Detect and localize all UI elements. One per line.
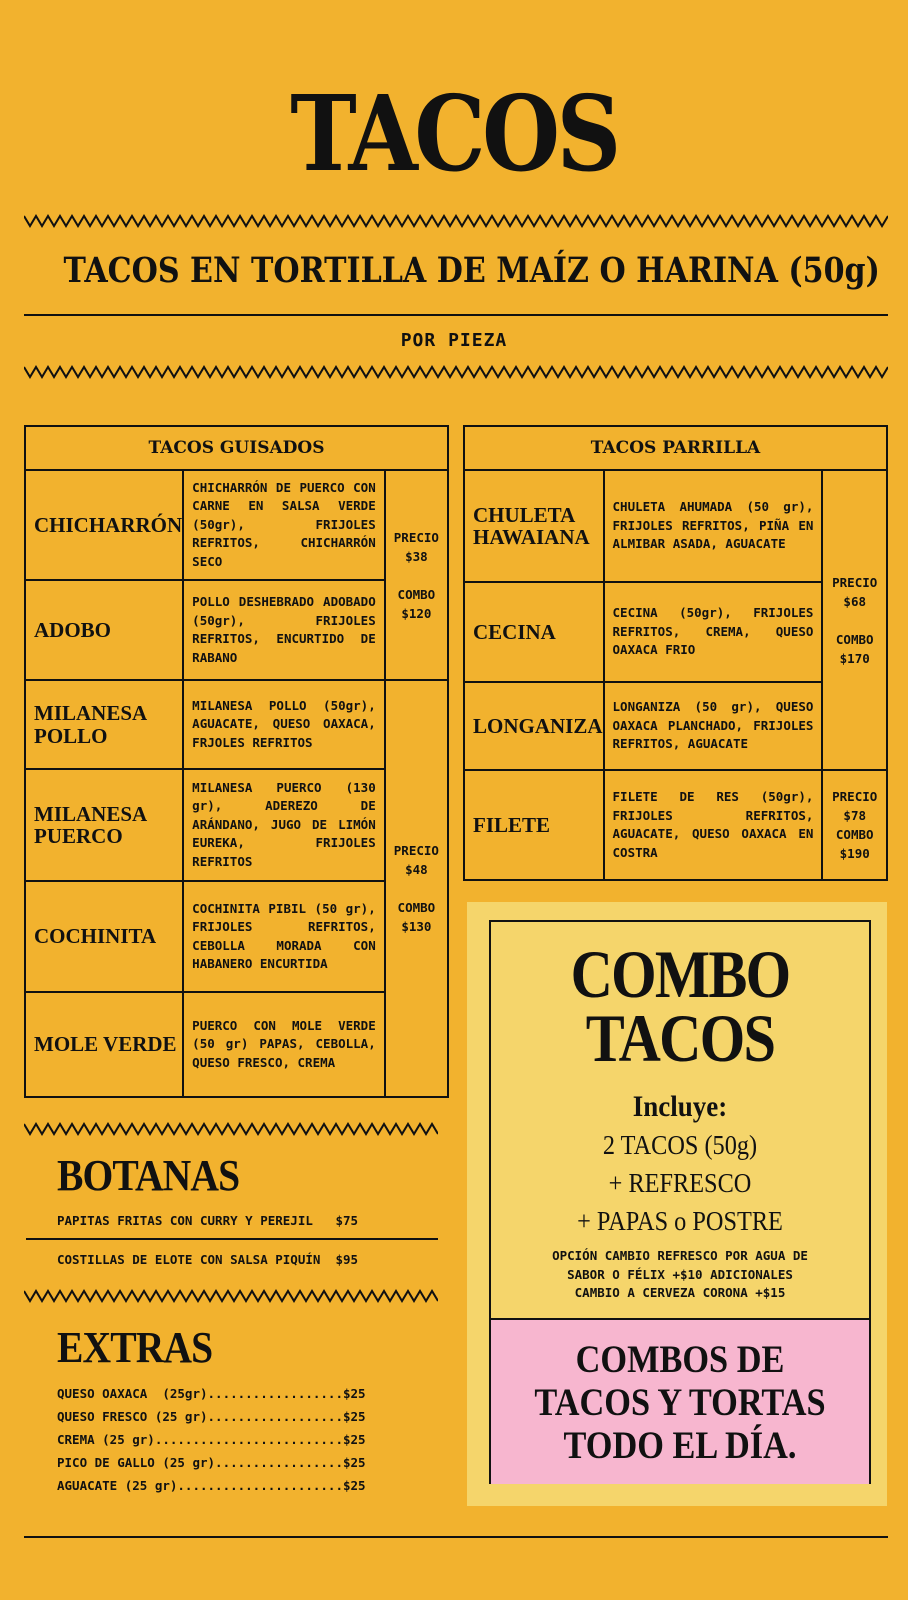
combo-box [489,920,871,1484]
item-desc: LONGANIZA (50 gr), QUESO OAXACA PLANCHADO, FRIJOLES REFRITOS, AGUACATE [604,682,823,770]
page-title: TACOS [290,72,618,195]
item-name: COCHINITA [25,881,183,992]
item-desc: POLLO DESHEBRADO ADOBADO (50gr), FRIJOLES REFRITOS, ENCURTIDO DE RABANO [183,580,385,680]
list-item: PICO DE GALLO (25 gr).................$25 [57,1455,366,1470]
per-piece-label: POR PIEZA [400,330,508,351]
all-day-text [514,1338,847,1467]
guisados-header: TACOS GUISADOS [25,426,448,470]
combo-title-line: TACOS [585,1000,775,1076]
banner-line: TODO EL DÍA. [563,1424,797,1467]
zigzag-divider-botanas [24,1122,438,1136]
table-row [25,992,448,1097]
extras-title: EXTRAS [57,1323,213,1372]
combo-title [517,936,842,1076]
item-desc: COCHINITA PIBIL (50 gr), FRIJOLES REFRITOS, CEBOLLA MORADA CON HABANERO ENCURTIDA [183,881,385,992]
item-desc: CHICHARRÓN DE PUERCO CON CARNE EN SALSA VERDE (50gr), FRIJOLES REFRITOS, CHICHARRÓN SECO [183,470,385,580]
subtitle: TACOS EN TORTILLA DE MAÍZ O HARINA (50g) [63,250,880,291]
precio-label: PRECIO [832,574,878,590]
zigzag-divider-2 [24,365,888,379]
item-desc: MILANESA PUERCO (130 gr), ADEREZO DE ARÁNDANO, JUGO DE LIMÓN EUREKA, FRIJOLES REFRITOS [183,769,385,881]
table-row [25,470,448,580]
bottom-rule [24,1536,888,1538]
list-item: CREMA (25 gr).........................$25 [57,1432,366,1447]
list-item: QUESO OAXACA (25gr)..................$25 [57,1386,366,1401]
item-name: MILANESA PUERCO [25,769,183,881]
price-cell [385,470,448,680]
table-row [25,680,448,769]
combo-label: COMBO [397,900,436,915]
combo-label: COMBO [835,631,874,647]
banner-line: COMBOS DE [575,1338,785,1381]
combo-note [501,1247,859,1303]
item-name: CHICHARRÓN [25,470,183,580]
table-row [464,770,887,880]
zigzag-divider-top [24,214,888,228]
parrilla-header: TACOS PARRILLA [464,426,887,470]
combo-note-line: SABOR O FÉLIX +$10 ADICIONALES [567,1266,793,1282]
combo-info [491,922,869,1318]
item-name: LONGANIZA [464,682,604,770]
precio-value: $78 [843,808,866,823]
combo-value: $170 [839,650,870,666]
combo-value: $190 [839,846,870,861]
item-name: ADOBO [25,580,183,680]
list-item: PAPITAS FRITAS CON CURRY Y PEREJIL $75 [57,1213,359,1228]
table-row [464,470,887,582]
combo-note-line: CAMBIO A CERVEZA CORONA +$15 [574,1285,786,1300]
list-item: QUESO FRESCO (25 gr)..................$25 [57,1409,366,1424]
table-row [25,881,448,992]
item-name: FILETE [464,770,604,880]
precio-label: PRECIO [832,789,878,804]
parrilla-table [463,425,888,881]
item-name: CECINA [464,582,604,682]
combo-incluye: Incluye: [632,1090,728,1123]
combo-line: 2 TACOS (50g) [602,1130,758,1160]
all-day-banner [491,1318,869,1484]
precio-value: $68 [843,593,866,609]
item-name: CHULETA HAWAIANA [464,470,604,582]
table-row [25,580,448,680]
banner-line: TACOS Y TORTAS [534,1381,826,1424]
combo-line: + REFRESCO [608,1168,752,1198]
combo-line: + PAPAS o POSTRE [577,1206,783,1236]
combo-title-line: COMBO [570,936,790,1012]
precio-label: PRECIO [393,529,439,545]
price-cell [822,770,887,880]
botanas-rule [26,1238,438,1240]
combo-label: COMBO [397,586,436,602]
precio-label: PRECIO [393,843,439,858]
item-desc: FILETE DE RES (50gr), FRIJOLES REFRITOS, AGUACATE, QUESO OAXACA EN COSTRA [604,770,823,880]
list-item: COSTILLAS DE ELOTE CON SALSA PIQUÍN $95 [57,1252,359,1267]
zigzag-divider-extras [24,1289,438,1303]
item-desc: CHULETA AHUMADA (50 gr), FRIJOLES REFRITOS, PIÑA EN ALMIBAR ASADA, AGUACATE [604,470,823,582]
item-desc: CECINA (50gr), FRIJOLES REFRITOS, CREMA, QUESO OAXACA FRIO [604,582,823,682]
combo-value: $120 [401,605,432,621]
combo-note-line: OPCIÓN CAMBIO REFRESCO POR AGUA DE [552,1248,808,1263]
precio-value: $38 [405,548,428,564]
item-desc: PUERCO CON MOLE VERDE (50 gr) PAPAS, CEBOLLA, QUESO FRESCO, CREMA [183,992,385,1097]
item-name: MOLE VERDE [25,992,183,1097]
botanas-title: BOTANAS [57,1151,240,1200]
price-cell [385,680,448,1097]
precio-value: $48 [405,862,428,877]
price-cell [822,470,887,770]
item-desc: MILANESA POLLO (50gr), AGUACATE, QUESO OAXACA, FRJOLES REFRITOS [183,680,385,769]
list-item: AGUACATE (25 gr)......................$25 [57,1478,366,1493]
combo-value: $130 [401,919,432,934]
table-row [25,769,448,881]
subtitle-rule [24,314,888,316]
combo-label: COMBO [835,827,874,842]
item-name: MILANESA POLLO [25,680,183,769]
guisados-table [24,425,449,1098]
